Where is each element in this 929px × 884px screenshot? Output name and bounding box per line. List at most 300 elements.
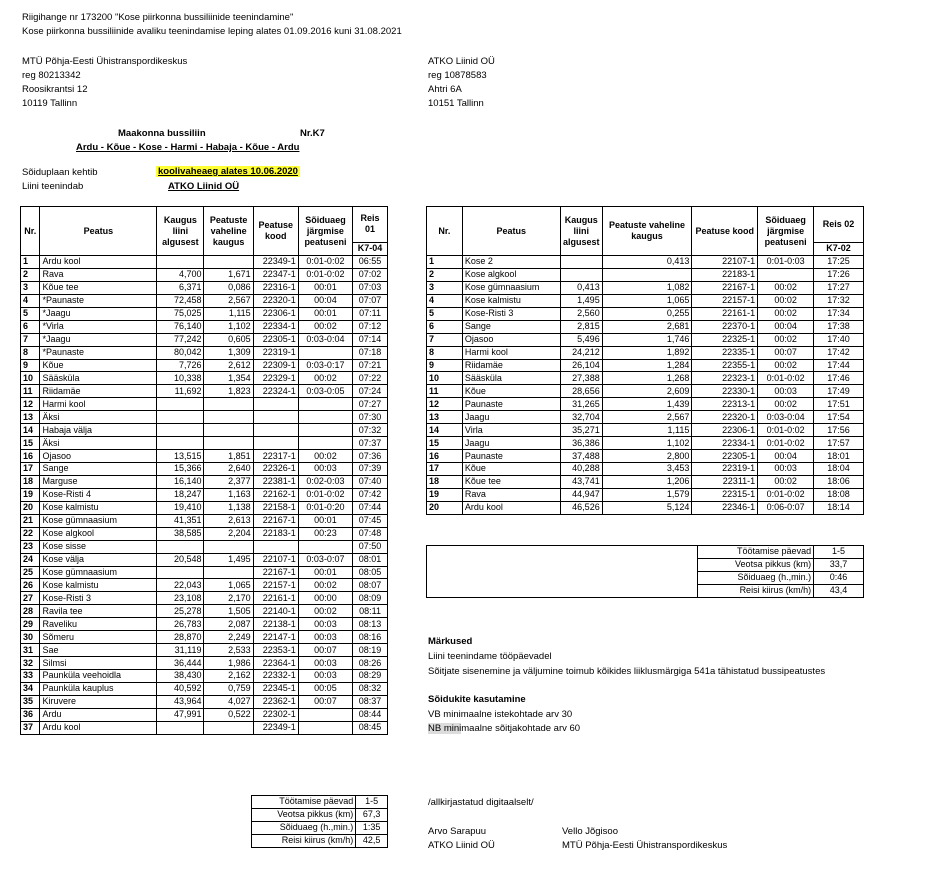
row-stop: Kose kalmistu <box>40 579 157 592</box>
row-between: 0,605 <box>204 333 253 346</box>
table-row <box>427 256 864 269</box>
row-nr: 29 <box>21 618 40 631</box>
row-stop: Ravila tee <box>40 605 157 618</box>
row-stop: Paunaste <box>462 450 560 463</box>
row-stop: Marguse <box>40 475 157 488</box>
row-departure: 06:55 <box>353 256 388 269</box>
row-nr: 17 <box>21 463 40 476</box>
row-departure: 17:34 <box>814 307 864 320</box>
row-departure: 07:24 <box>353 385 388 398</box>
row-distance: 6,371 <box>157 281 204 294</box>
row-time <box>298 540 352 553</box>
row-code <box>253 411 298 424</box>
row-code: 22349-1 <box>253 256 298 269</box>
row-departure: 07:42 <box>353 488 388 501</box>
table-row <box>21 605 388 618</box>
row-between <box>204 721 253 734</box>
summary-value: 67,3 <box>356 808 388 821</box>
row-between: 2,612 <box>204 359 253 372</box>
row-time: 00:02 <box>298 605 352 618</box>
row-nr: 9 <box>21 359 40 372</box>
row-time: 00:03 <box>298 631 352 644</box>
row-distance: 38,430 <box>157 670 204 683</box>
row-departure: 07:02 <box>353 268 388 281</box>
row-nr: 20 <box>21 501 40 514</box>
row-nr: 14 <box>21 424 40 437</box>
table-row <box>21 644 388 657</box>
row-distance: 43,741 <box>560 475 602 488</box>
summary-label: Sõiduaeg (h.,min.) <box>252 821 356 834</box>
row-between: 1,284 <box>602 359 692 372</box>
row-departure: 08:01 <box>353 553 388 566</box>
vehicles-line-1: VB minimaalne istekohtade arv 30 <box>428 709 573 720</box>
table-row <box>21 553 388 566</box>
row-time: 00:03 <box>758 463 814 476</box>
row-departure: 07:03 <box>353 281 388 294</box>
row-stop: Kose-Risti 4 <box>40 488 157 501</box>
row-stop: Äksi <box>40 411 157 424</box>
row-between: 4,027 <box>204 695 253 708</box>
row-distance: 28,870 <box>157 631 204 644</box>
header-between: Peatuste vaheline kaugus <box>204 207 253 256</box>
timetable-right <box>426 206 864 515</box>
row-stop: Raveliku <box>40 618 157 631</box>
row-stop: Kiruvere <box>40 695 157 708</box>
row-code: 22334-1 <box>692 437 758 450</box>
table-row <box>21 281 388 294</box>
row-stop: Kose sisse <box>40 540 157 553</box>
row-code: 22167-1 <box>253 566 298 579</box>
row-departure: 07:39 <box>353 463 388 476</box>
row-distance: 31,265 <box>560 398 602 411</box>
row-distance <box>157 256 204 269</box>
row-time: 0:01-0:02 <box>758 424 814 437</box>
row-between <box>204 256 253 269</box>
table-row <box>427 320 864 333</box>
row-nr: 3 <box>21 281 40 294</box>
row-code <box>253 437 298 450</box>
row-between: 1,065 <box>204 579 253 592</box>
row-code: 22370-1 <box>692 320 758 333</box>
row-distance: 46,526 <box>560 501 602 514</box>
operator-label: Liini teenindab <box>22 181 84 192</box>
row-time: 00:02 <box>758 398 814 411</box>
header-nr: Nr. <box>427 207 463 256</box>
row-between: 0,255 <box>602 307 692 320</box>
row-code: 22319-1 <box>692 463 758 476</box>
row-code: 22346-1 <box>692 501 758 514</box>
row-nr: 9 <box>427 359 463 372</box>
table-row <box>427 475 864 488</box>
row-departure: 07:48 <box>353 527 388 540</box>
row-distance: 26,783 <box>157 618 204 631</box>
row-departure: 18:14 <box>814 501 864 514</box>
header-stop: Peatus <box>462 207 560 256</box>
party-left-reg: reg 80213342 <box>22 70 81 81</box>
row-stop: Sääsküla <box>40 372 157 385</box>
row-distance: 41,351 <box>157 514 204 527</box>
row-time: 00:07 <box>758 346 814 359</box>
row-code: 22161-1 <box>692 307 758 320</box>
row-nr: 28 <box>21 605 40 618</box>
row-stop: Sange <box>462 320 560 333</box>
row-time: 00:23 <box>298 527 352 540</box>
summary-row <box>427 546 864 559</box>
table-row <box>21 307 388 320</box>
row-departure: 07:30 <box>353 411 388 424</box>
row-nr: 19 <box>21 488 40 501</box>
table-row <box>21 346 388 359</box>
row-distance: 77,242 <box>157 333 204 346</box>
row-nr: 36 <box>21 708 40 721</box>
row-time: 0:06-0:07 <box>758 501 814 514</box>
summary-row <box>252 834 388 847</box>
row-code: 22306-1 <box>253 307 298 320</box>
contract-subtitle: Kose piirkonna bussiliinide avaliku teenindamise leping alates 01.09.2016 kuni 31.08.2021 <box>22 26 402 37</box>
table-row <box>21 450 388 463</box>
row-departure: 07:44 <box>353 501 388 514</box>
row-between: 1,309 <box>204 346 253 359</box>
row-time: 00:02 <box>758 475 814 488</box>
table-row <box>427 281 864 294</box>
row-distance: 10,338 <box>157 372 204 385</box>
row-time: 00:02 <box>298 320 352 333</box>
table-row <box>21 695 388 708</box>
row-stop: *Jaagu <box>40 333 157 346</box>
row-nr: 4 <box>21 294 40 307</box>
row-nr: 10 <box>21 372 40 385</box>
row-time: 0:03-0:04 <box>758 411 814 424</box>
row-nr: 6 <box>21 320 40 333</box>
table-row <box>427 488 864 501</box>
row-time: 00:03 <box>758 385 814 398</box>
row-time <box>298 721 352 734</box>
row-departure: 07:40 <box>353 475 388 488</box>
row-stop: Ojasoo <box>40 450 157 463</box>
row-distance: 26,104 <box>560 359 602 372</box>
row-nr: 26 <box>21 579 40 592</box>
row-code: 22320-1 <box>253 294 298 307</box>
row-stop: Kose gümnaasium <box>40 514 157 527</box>
row-departure: 17:51 <box>814 398 864 411</box>
table-row <box>427 385 864 398</box>
table-row <box>427 398 864 411</box>
signature-right-name: Vello Jõgisoo <box>562 826 618 837</box>
row-code <box>253 540 298 553</box>
row-time: 00:01 <box>298 566 352 579</box>
row-stop: Ardu <box>40 708 157 721</box>
table-row <box>21 501 388 514</box>
row-time: 0:03-0:04 <box>298 333 352 346</box>
row-nr: 18 <box>427 475 463 488</box>
row-between <box>204 566 253 579</box>
row-nr: 22 <box>21 527 40 540</box>
row-distance: 2,560 <box>560 307 602 320</box>
row-nr: 13 <box>21 411 40 424</box>
row-distance: 76,140 <box>157 320 204 333</box>
row-stop: *Paunaste <box>40 346 157 359</box>
row-between: 1,986 <box>204 657 253 670</box>
table-row <box>21 294 388 307</box>
table-row <box>427 294 864 307</box>
validity-label: Sõiduplaan kehtib <box>22 167 98 178</box>
table-row <box>21 475 388 488</box>
row-distance: 38,585 <box>157 527 204 540</box>
row-nr: 13 <box>427 411 463 424</box>
row-stop: Virla <box>462 424 560 437</box>
contract-title: Riigihange nr 173200 "Kose piirkonna bussiliinide teenindamine" <box>22 12 294 23</box>
row-nr: 2 <box>427 268 463 281</box>
row-nr: 24 <box>21 553 40 566</box>
vehicles-title: Sõidukite kasutamine <box>428 694 526 705</box>
row-distance <box>157 566 204 579</box>
row-time: 00:03 <box>298 670 352 683</box>
row-between: 3,453 <box>602 463 692 476</box>
summary-value: 1-5 <box>814 546 864 559</box>
row-nr: 5 <box>427 307 463 320</box>
row-departure: 08:37 <box>353 695 388 708</box>
row-time: 0:03-0:07 <box>298 553 352 566</box>
row-code: 22323-1 <box>692 372 758 385</box>
row-code <box>253 424 298 437</box>
row-time: 00:04 <box>758 320 814 333</box>
row-stop: Kose gümnaasium <box>462 281 560 294</box>
table-row <box>21 708 388 721</box>
row-distance <box>157 437 204 450</box>
row-distance: 23,108 <box>157 592 204 605</box>
notes-title: Märkused <box>428 636 473 647</box>
table-row <box>21 579 388 592</box>
row-stop: Kõue <box>462 385 560 398</box>
summary-value: 43,4 <box>814 584 864 597</box>
row-code: 22305-1 <box>692 450 758 463</box>
row-between <box>204 411 253 424</box>
header-stop: Peatus <box>40 207 157 256</box>
row-between: 1,579 <box>602 488 692 501</box>
row-departure: 08:11 <box>353 605 388 618</box>
row-departure: 17:49 <box>814 385 864 398</box>
row-time <box>298 708 352 721</box>
row-departure: 17:57 <box>814 437 864 450</box>
row-nr: 34 <box>21 682 40 695</box>
table-row <box>21 359 388 372</box>
row-between: 2,800 <box>602 450 692 463</box>
header-distance: Kaugus liini algusest <box>560 207 602 256</box>
row-stop: Kose-Risti 3 <box>462 307 560 320</box>
row-stop: Paunaste <box>462 398 560 411</box>
row-stop: Kose kalmistu <box>462 294 560 307</box>
row-stop: Kose algkool <box>40 527 157 540</box>
row-between: 2,249 <box>204 631 253 644</box>
table-row <box>21 682 388 695</box>
row-departure: 08:44 <box>353 708 388 721</box>
table-row <box>21 411 388 424</box>
table-row <box>427 501 864 514</box>
row-time <box>298 411 352 424</box>
row-nr: 4 <box>427 294 463 307</box>
row-time: 00:03 <box>298 618 352 631</box>
row-distance: 36,386 <box>560 437 602 450</box>
row-between: 1,671 <box>204 268 253 281</box>
notes-line-2: Sõitjate sisenemine ja väljumine toimub kõikides liiklusmärgiga 541a tähistatud bussipeatustes <box>428 666 826 677</box>
row-between: 1,115 <box>602 424 692 437</box>
table-row <box>427 437 864 450</box>
row-distance: 44,947 <box>560 488 602 501</box>
row-between: 1,505 <box>204 605 253 618</box>
row-stop: Sääsküla <box>462 372 560 385</box>
row-nr: 15 <box>427 437 463 450</box>
row-time: 00:03 <box>298 657 352 670</box>
row-stop: Kõue <box>462 463 560 476</box>
table-row <box>21 721 388 734</box>
row-between: 1,746 <box>602 333 692 346</box>
timetable-left <box>20 206 388 735</box>
row-between: 1,354 <box>204 372 253 385</box>
row-time <box>298 398 352 411</box>
row-code: 22349-1 <box>253 721 298 734</box>
row-distance <box>560 256 602 269</box>
row-stop: Riidamäe <box>462 359 560 372</box>
signature-right-org: MTÜ Põhja-Eesti Ühistranspordikeskus <box>562 840 728 851</box>
row-departure: 07:32 <box>353 424 388 437</box>
table-row <box>21 657 388 670</box>
header-time: Sõiduaeg järgmise peatuseni <box>758 207 814 256</box>
table-row <box>427 372 864 385</box>
row-distance: 36,444 <box>157 657 204 670</box>
validity-value: koolivaheaeg alates 10.06.2020 <box>158 166 298 177</box>
row-distance: 27,388 <box>560 372 602 385</box>
row-code: 22326-1 <box>253 463 298 476</box>
row-code: 22362-1 <box>253 695 298 708</box>
table-row <box>21 592 388 605</box>
row-departure: 18:04 <box>814 463 864 476</box>
table-row <box>21 618 388 631</box>
row-code: 22315-1 <box>692 488 758 501</box>
row-nr: 18 <box>21 475 40 488</box>
row-between: 1,065 <box>602 294 692 307</box>
row-between: 1,163 <box>204 488 253 501</box>
row-departure: 17:32 <box>814 294 864 307</box>
row-code: 22335-1 <box>692 346 758 359</box>
row-code: 22305-1 <box>253 333 298 346</box>
summary-label: Reisi kiirus (km/h) <box>252 834 356 847</box>
row-stop: *Virla <box>40 320 157 333</box>
row-stop: Kose gümnaasium <box>40 566 157 579</box>
row-departure: 07:37 <box>353 437 388 450</box>
row-code: 22324-1 <box>253 385 298 398</box>
row-stop: Sõmeru <box>40 631 157 644</box>
row-departure: 07:07 <box>353 294 388 307</box>
row-stop: Kose välja <box>40 553 157 566</box>
row-nr: 35 <box>21 695 40 708</box>
row-nr: 15 <box>21 437 40 450</box>
row-departure: 07:45 <box>353 514 388 527</box>
row-stop: Silmsi <box>40 657 157 670</box>
row-distance: 72,458 <box>157 294 204 307</box>
table-row <box>427 346 864 359</box>
table-row <box>21 385 388 398</box>
row-stop: Ojasoo <box>462 333 560 346</box>
row-nr: 7 <box>427 333 463 346</box>
header-code: Peatuse kood <box>253 207 298 256</box>
row-departure: 07:50 <box>353 540 388 553</box>
row-distance: 80,042 <box>157 346 204 359</box>
summary-label: Reisi kiirus (km/h) <box>698 584 814 597</box>
header-time: Sõiduaeg järgmise peatuseni <box>298 207 352 256</box>
row-departure: 07:18 <box>353 346 388 359</box>
row-distance <box>157 424 204 437</box>
row-code: 22158-1 <box>253 501 298 514</box>
row-between: 2,204 <box>204 527 253 540</box>
row-departure: 07:11 <box>353 307 388 320</box>
row-distance <box>157 411 204 424</box>
row-stop: Kose algkool <box>462 268 560 281</box>
row-time: 00:01 <box>298 281 352 294</box>
row-between: 1,268 <box>602 372 692 385</box>
row-stop: Kose kalmistu <box>40 501 157 514</box>
row-between: 2,567 <box>602 411 692 424</box>
row-time <box>298 424 352 437</box>
row-time: 00:01 <box>298 307 352 320</box>
row-between: 1,892 <box>602 346 692 359</box>
party-right-name: ATKO Liinid OÜ <box>428 56 495 67</box>
row-between: 2,170 <box>204 592 253 605</box>
row-nr: 23 <box>21 540 40 553</box>
row-nr: 7 <box>21 333 40 346</box>
row-distance: 22,043 <box>157 579 204 592</box>
row-departure: 08:29 <box>353 670 388 683</box>
row-between: 2,640 <box>204 463 253 476</box>
row-nr: 10 <box>427 372 463 385</box>
row-distance <box>157 721 204 734</box>
row-distance: 1,495 <box>560 294 602 307</box>
selected-text[interactable]: NB mini <box>428 723 462 734</box>
table-row <box>21 488 388 501</box>
row-time: 00:02 <box>758 307 814 320</box>
row-time: 0:03-0:05 <box>298 385 352 398</box>
row-distance: 0,413 <box>560 281 602 294</box>
table-row <box>21 320 388 333</box>
row-code <box>253 398 298 411</box>
row-time: 0:01-0:02 <box>758 437 814 450</box>
row-time: 00:02 <box>758 359 814 372</box>
row-distance: 2,815 <box>560 320 602 333</box>
row-stop: Kõue tee <box>40 281 157 294</box>
summary-value: 33,7 <box>814 558 864 571</box>
header-distance: Kaugus liini algusest <box>157 207 204 256</box>
row-time: 00:02 <box>758 294 814 307</box>
row-stop: Sae <box>40 644 157 657</box>
row-distance: 24,212 <box>560 346 602 359</box>
row-time: 00:02 <box>758 281 814 294</box>
row-time: 00:07 <box>298 644 352 657</box>
header-trip-code: K7-04 <box>353 242 388 255</box>
row-time <box>298 346 352 359</box>
row-distance: 15,366 <box>157 463 204 476</box>
row-nr: 8 <box>21 346 40 359</box>
table-row <box>21 527 388 540</box>
row-time: 0:01-0:02 <box>298 488 352 501</box>
row-distance: 16,140 <box>157 475 204 488</box>
row-code: 22325-1 <box>692 333 758 346</box>
table-row <box>427 411 864 424</box>
row-stop: Paunküla kauplus <box>40 682 157 695</box>
row-nr: 11 <box>427 385 463 398</box>
row-code: 22334-1 <box>253 320 298 333</box>
row-time: 00:02 <box>298 372 352 385</box>
row-stop: Kõue <box>40 359 157 372</box>
table-row <box>21 540 388 553</box>
